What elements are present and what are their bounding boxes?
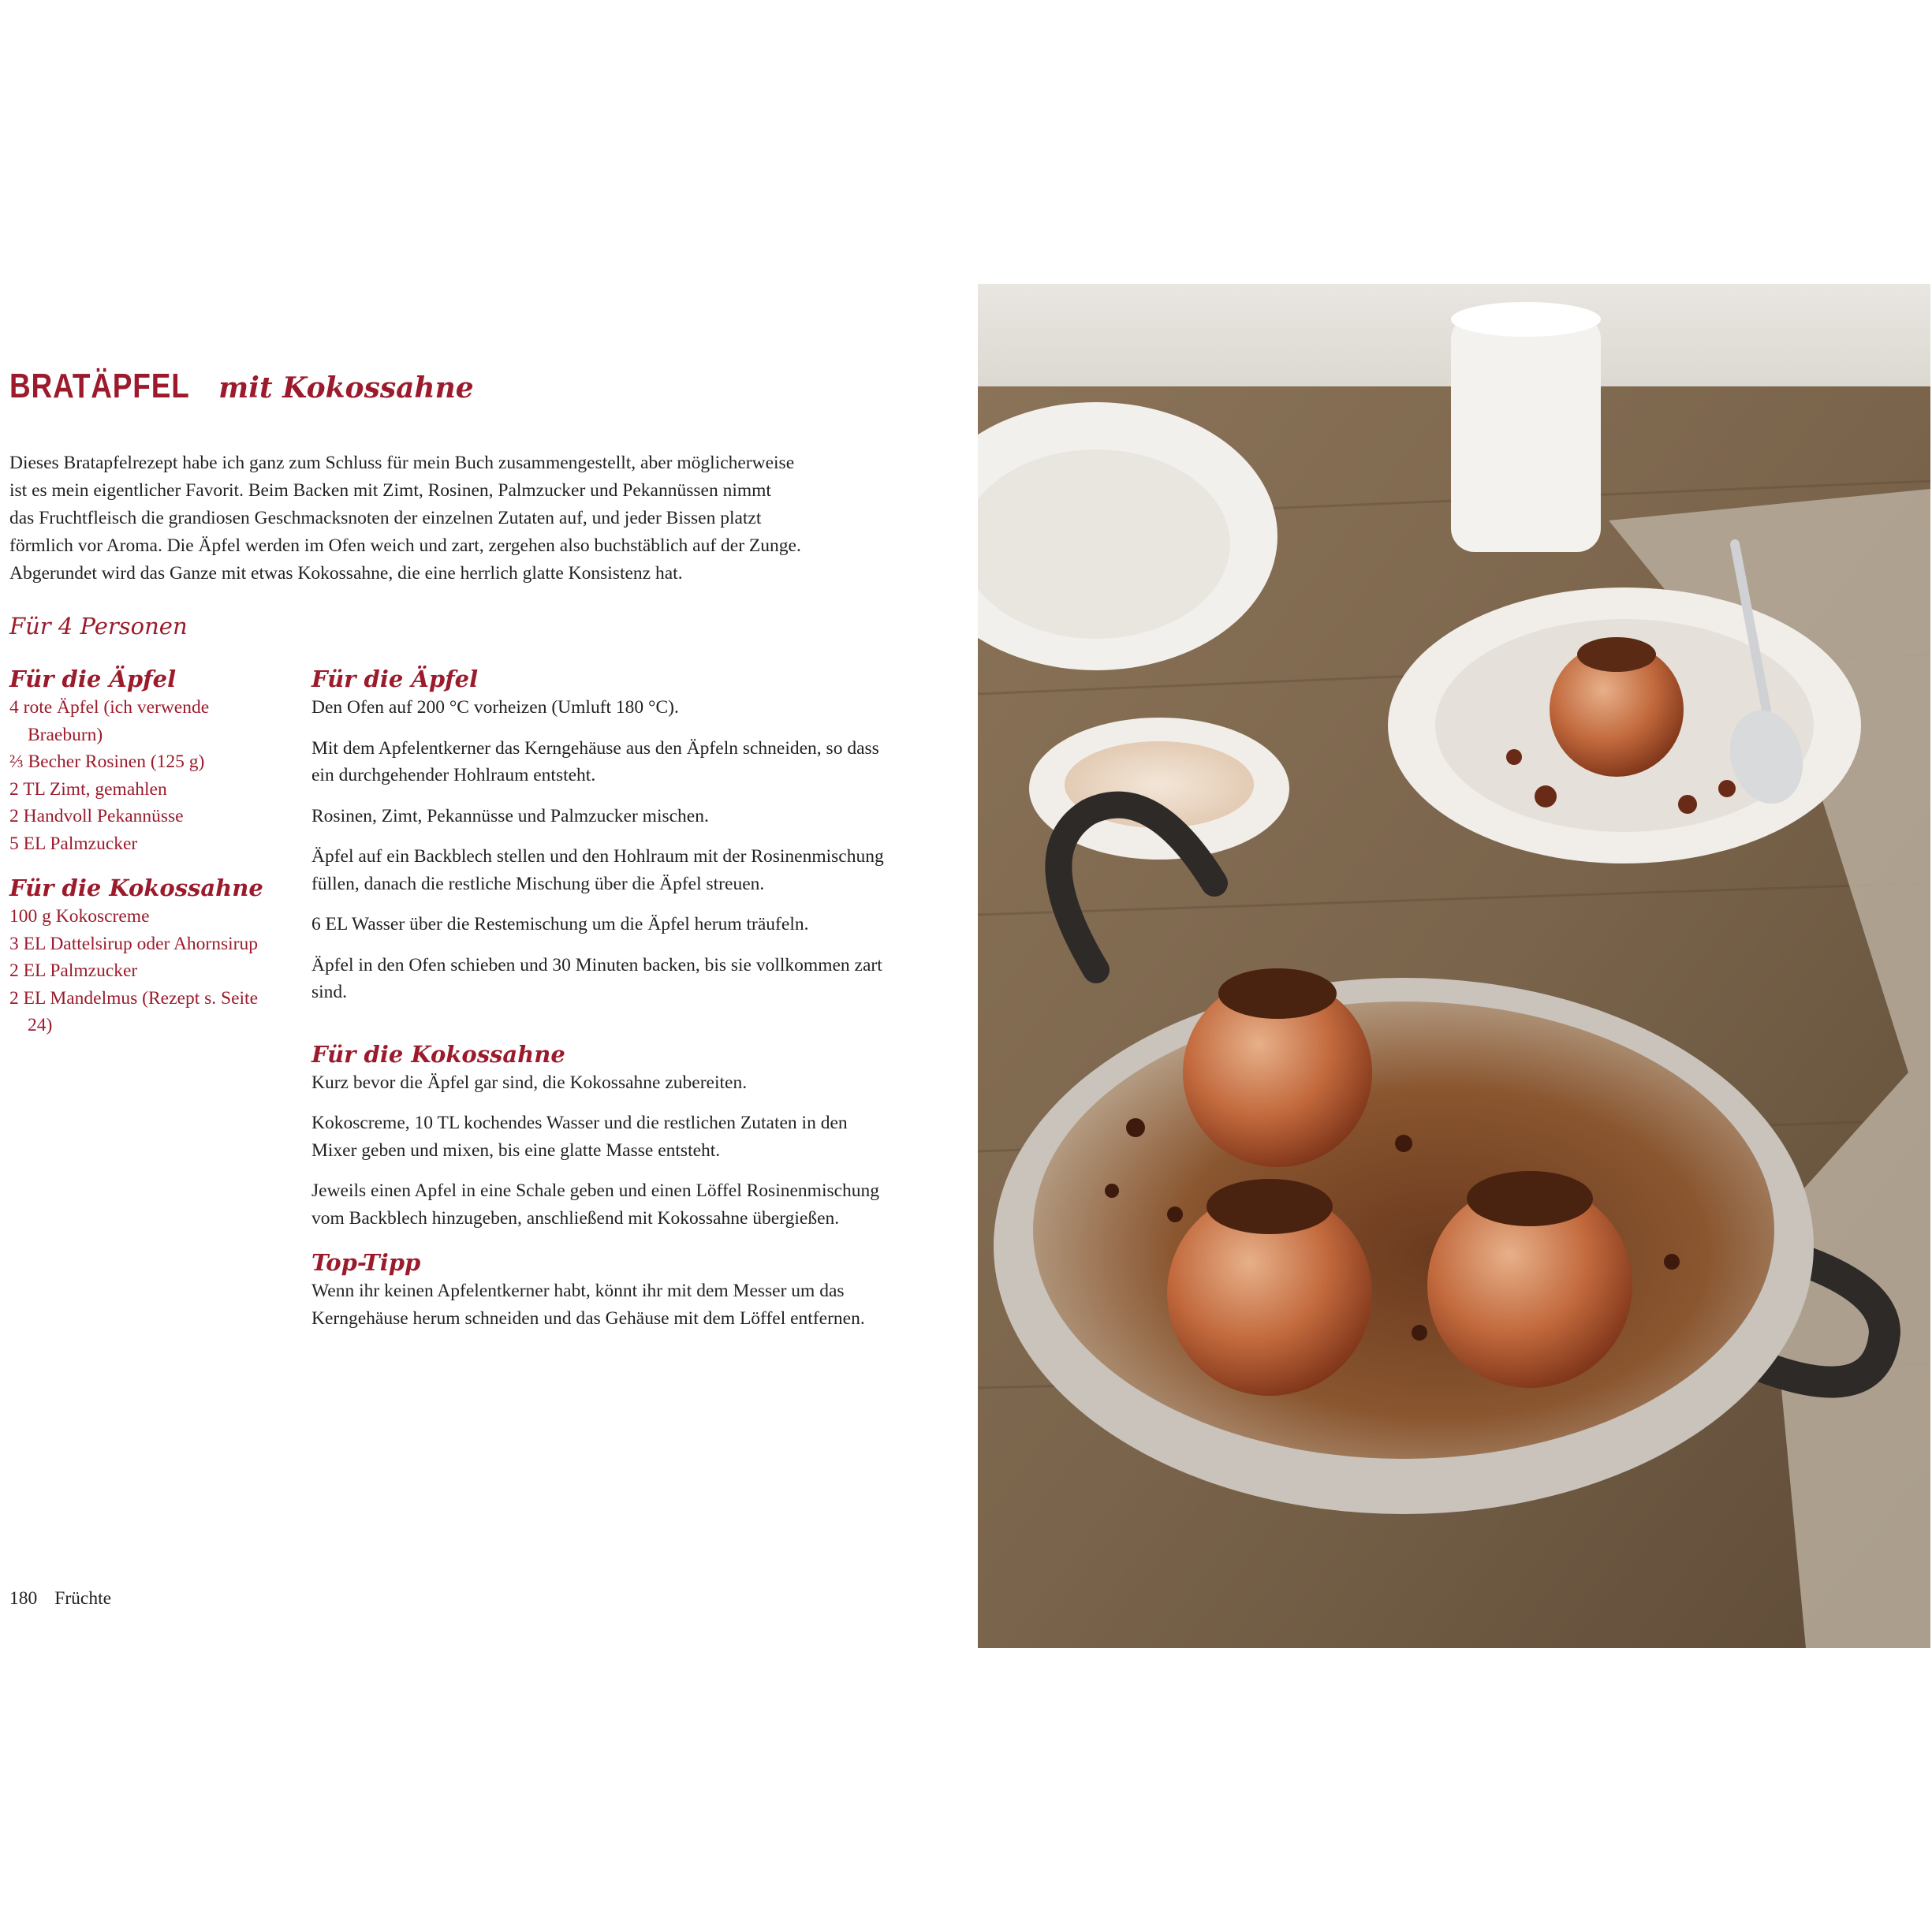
- ingredients-column: [9, 664, 278, 1039]
- ingredient-item: 2 EL Mandelmus (Rezept s. Seite 24): [9, 987, 259, 1035]
- ingredient-item: ⅔ Becher Rosinen (125 g): [9, 752, 205, 772]
- recipe-title: [9, 364, 474, 410]
- recipe-title-sub: mit Kokossahne: [218, 371, 474, 405]
- method-step: Äpfel in den Ofen schieben und 30 Minuten backen, bis sie vollkommen zart sind.: [311, 954, 882, 1002]
- method-step: Jeweils einen Apfel in eine Schale geben und einen Löffel Rosinenmischung vom Backblech hinzugeben, anschließend mit Kokossahne übergießen.: [311, 1180, 880, 1229]
- ingredients-apples-list: [9, 694, 278, 857]
- page-number: 180: [9, 1588, 38, 1609]
- method-step: Rosinen, Zimt, Pekannüsse und Palmzucker mischen.: [311, 805, 709, 826]
- ingredient-item: 100 g Kokoscreme: [9, 906, 150, 927]
- tip-text: Wenn ihr keinen Apfelentkerner habt, könnt ihr mit dem Messer um das Kerngehäuse herum schneiden und das Gehäuse mit dem Löffel entfernen.: [311, 1281, 865, 1329]
- method-apples-heading: Für die Äpfel: [311, 666, 479, 692]
- ingredient-item: 5 EL Palmzucker: [9, 833, 138, 854]
- method-column: [311, 664, 895, 1345]
- ingredient-item: 2 EL Palmzucker: [9, 960, 138, 981]
- ingredients-cream-list: [9, 903, 278, 1039]
- page-footer: [9, 1587, 111, 1610]
- method-step: 6 EL Wasser über die Restemischung um die Äpfel herum träufeln.: [311, 914, 809, 934]
- method-step: Mit dem Apfelentkerner das Kerngehäuse aus den Äpfeln schneiden, so dass ein durchgehender Hohlraum entsteht.: [311, 737, 879, 785]
- recipe-photo: [978, 284, 1930, 1648]
- method-cream-heading: Für die Kokossahne: [311, 1040, 565, 1068]
- ingredient-item: 4 rote Äpfel (ich verwende Braeburn): [9, 697, 210, 745]
- intro-line: förmlich vor Aroma. Die Äpfel werden im Ofen weich und zart, zergehen also buchstäblich auf der Zunge.: [9, 535, 801, 556]
- method-step: Äpfel auf ein Backblech stellen und den Hohlraum mit der Rosinenmischung füllen, danach die restliche Mischung über die Äpfel streuen.: [311, 846, 884, 894]
- servings-label: Für 4 Personen: [9, 613, 188, 640]
- ingredient-item: 3 EL Dattelsirup oder Ahornsirup: [9, 933, 259, 954]
- intro-line: Dieses Bratapfelrezept habe ich ganz zum Schluss für mein Buch zusammengestellt, aber möglicherweise: [9, 453, 795, 473]
- section-name: Früchte: [54, 1588, 112, 1609]
- method-step: Den Ofen auf 200 °C vorheizen (Umluft 180 °C).: [311, 697, 679, 718]
- ingredients-apples-heading: Für die Äpfel: [9, 666, 177, 692]
- method-step: Kurz bevor die Äpfel gar sind, die Kokossahne zubereiten.: [311, 1072, 748, 1093]
- intro-line: Abgerundet wird das Ganze mit etwas Kokossahne, die eine herrlich glatte Konsistenz hat.: [9, 563, 683, 584]
- intro-line: ist es mein eigentlicher Favorit. Beim Backen mit Zimt, Rosinen, Palmzucker und Pekannüssen nimmt: [9, 480, 771, 501]
- intro-paragraph: [9, 449, 885, 587]
- method-step: Kokoscreme, 10 TL kochendes Wasser und die restlichen Zutaten in den Mixer geben und mixen, bis eine glatte Masse entsteht.: [311, 1113, 848, 1161]
- ingredient-item: 2 TL Zimt, gemahlen: [9, 778, 167, 800]
- tip-heading: Top-Tipp: [311, 1249, 421, 1276]
- recipe-title-main: BRATÄPFEL: [9, 367, 190, 405]
- ingredient-item: 2 Handvoll Pekannüsse: [9, 806, 184, 826]
- intro-line: das Fruchtfleisch die grandiosen Geschmacksnoten der einzelnen Zutaten auf, und jeder Bissen platzt: [9, 508, 762, 528]
- ingredients-cream-heading: Für die Kokossahne: [9, 875, 263, 901]
